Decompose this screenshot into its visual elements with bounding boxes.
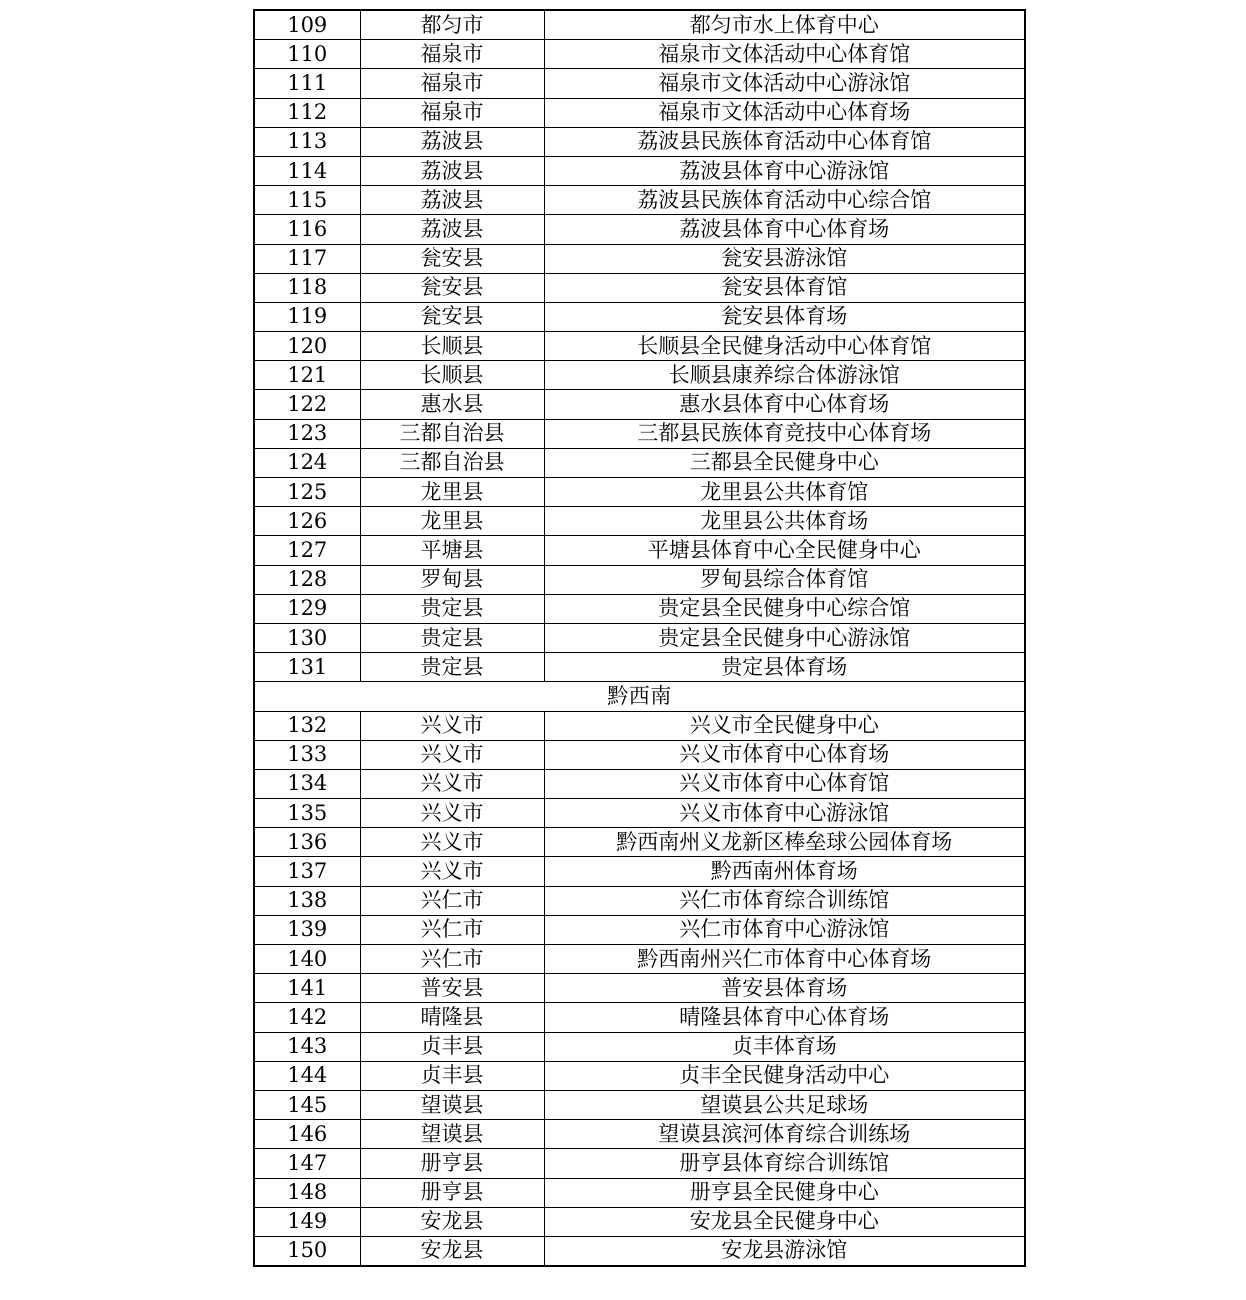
county-cell: 荔波县 — [360, 127, 544, 156]
row-number-cell: 141 — [254, 974, 360, 1003]
row-number-cell: 113 — [254, 127, 360, 156]
row-number-cell: 118 — [254, 273, 360, 302]
table-row — [254, 390, 1025, 419]
venue-name-cell: 福泉市文体活动中心体育场 — [544, 98, 1025, 127]
row-number-cell: 114 — [254, 156, 360, 185]
county-cell: 荔波县 — [360, 186, 544, 215]
row-number-cell: 133 — [254, 740, 360, 769]
row-number-cell: 138 — [254, 886, 360, 915]
table-row — [254, 1207, 1025, 1236]
county-cell: 三都自治县 — [360, 448, 544, 477]
venue-table — [253, 9, 1026, 1267]
venue-name-cell: 安龙县全民健身中心 — [544, 1207, 1025, 1236]
row-number-cell: 125 — [254, 478, 360, 507]
row-number-cell: 150 — [254, 1236, 360, 1266]
county-cell: 罗甸县 — [360, 565, 544, 594]
venue-table-body — [254, 10, 1025, 1266]
row-number-cell: 121 — [254, 361, 360, 390]
table-row — [254, 1090, 1025, 1119]
county-cell: 安龙县 — [360, 1236, 544, 1266]
venue-name-cell: 三都县全民健身中心 — [544, 448, 1025, 477]
venue-name-cell: 平塘县体育中心全民健身中心 — [544, 536, 1025, 565]
venue-name-cell: 荔波县民族体育活动中心综合馆 — [544, 186, 1025, 215]
county-cell: 普安县 — [360, 974, 544, 1003]
table-row — [254, 302, 1025, 331]
table-row — [254, 565, 1025, 594]
row-number-cell: 126 — [254, 507, 360, 536]
table-row — [254, 69, 1025, 98]
row-number-cell: 131 — [254, 653, 360, 682]
row-number-cell: 139 — [254, 915, 360, 944]
table-row — [254, 244, 1025, 273]
venue-name-cell: 兴义市体育中心体育场 — [544, 740, 1025, 769]
county-cell: 贞丰县 — [360, 1061, 544, 1090]
county-cell: 三都自治县 — [360, 419, 544, 448]
row-number-cell: 147 — [254, 1149, 360, 1178]
table-row — [254, 1032, 1025, 1061]
row-number-cell: 144 — [254, 1061, 360, 1090]
venue-name-cell: 荔波县体育中心游泳馆 — [544, 156, 1025, 185]
county-cell: 兴义市 — [360, 769, 544, 798]
county-cell: 长顺县 — [360, 361, 544, 390]
venue-name-cell: 兴仁市体育综合训练馆 — [544, 886, 1025, 915]
table-row — [254, 98, 1025, 127]
county-cell: 兴义市 — [360, 857, 544, 886]
table-row — [254, 156, 1025, 185]
table-row — [254, 886, 1025, 915]
table-row — [254, 1061, 1025, 1090]
venue-name-cell: 贵定县全民健身中心综合馆 — [544, 594, 1025, 623]
county-cell: 晴隆县 — [360, 1003, 544, 1032]
county-cell: 龙里县 — [360, 507, 544, 536]
table-row — [254, 769, 1025, 798]
row-number-cell: 112 — [254, 98, 360, 127]
county-cell: 惠水县 — [360, 390, 544, 419]
county-cell: 兴义市 — [360, 799, 544, 828]
county-cell: 兴义市 — [360, 828, 544, 857]
venue-name-cell: 贵定县体育场 — [544, 653, 1025, 682]
table-row — [254, 40, 1025, 69]
table-row — [254, 1003, 1025, 1032]
table-row — [254, 799, 1025, 828]
table-row — [254, 361, 1025, 390]
venue-name-cell: 黔西南州体育场 — [544, 857, 1025, 886]
venue-name-cell: 都匀市水上体育中心 — [544, 10, 1025, 40]
county-cell: 册亨县 — [360, 1178, 544, 1207]
table-row — [254, 10, 1025, 40]
venue-name-cell: 黔西南州兴仁市体育中心体育场 — [544, 945, 1025, 974]
county-cell: 望谟县 — [360, 1120, 544, 1149]
county-cell: 册亨县 — [360, 1149, 544, 1178]
venue-name-cell: 安龙县游泳馆 — [544, 1236, 1025, 1266]
row-number-cell: 119 — [254, 302, 360, 331]
county-cell: 贵定县 — [360, 623, 544, 652]
venue-name-cell: 福泉市文体活动中心体育馆 — [544, 40, 1025, 69]
table-row — [254, 1120, 1025, 1149]
table-row — [254, 594, 1025, 623]
row-number-cell: 136 — [254, 828, 360, 857]
row-number-cell: 135 — [254, 799, 360, 828]
row-number-cell: 134 — [254, 769, 360, 798]
table-row — [254, 186, 1025, 215]
county-cell: 兴仁市 — [360, 945, 544, 974]
venue-name-cell: 黔西南州义龙新区棒垒球公园体育场 — [544, 828, 1025, 857]
table-row — [254, 507, 1025, 536]
county-cell: 福泉市 — [360, 69, 544, 98]
row-number-cell: 123 — [254, 419, 360, 448]
venue-name-cell: 三都县民族体育竞技中心体育场 — [544, 419, 1025, 448]
venue-name-cell: 兴义市体育中心体育馆 — [544, 769, 1025, 798]
venue-name-cell: 惠水县体育中心体育场 — [544, 390, 1025, 419]
venue-name-cell: 贞丰体育场 — [544, 1032, 1025, 1061]
venue-name-cell: 册亨县全民健身中心 — [544, 1178, 1025, 1207]
venue-name-cell: 普安县体育场 — [544, 974, 1025, 1003]
row-number-cell: 129 — [254, 594, 360, 623]
county-cell: 贵定县 — [360, 594, 544, 623]
venue-name-cell: 长顺县康养综合体游泳馆 — [544, 361, 1025, 390]
table-row — [254, 127, 1025, 156]
table-row — [254, 332, 1025, 361]
table-row — [254, 536, 1025, 565]
venue-name-cell: 望谟县公共足球场 — [544, 1090, 1025, 1119]
county-cell: 长顺县 — [360, 332, 544, 361]
row-number-cell: 137 — [254, 857, 360, 886]
county-cell: 瓮安县 — [360, 244, 544, 273]
table-row — [254, 273, 1025, 302]
county-cell: 瓮安县 — [360, 273, 544, 302]
county-cell: 福泉市 — [360, 40, 544, 69]
row-number-cell: 111 — [254, 69, 360, 98]
table-row — [254, 974, 1025, 1003]
county-cell: 安龙县 — [360, 1207, 544, 1236]
row-number-cell: 145 — [254, 1090, 360, 1119]
county-cell: 兴义市 — [360, 711, 544, 740]
county-cell: 望谟县 — [360, 1090, 544, 1119]
table-row — [254, 1236, 1025, 1266]
table-row — [254, 478, 1025, 507]
venue-name-cell: 贵定县全民健身中心游泳馆 — [544, 623, 1025, 652]
venue-name-cell: 瓮安县体育场 — [544, 302, 1025, 331]
table-row — [254, 1149, 1025, 1178]
row-number-cell: 127 — [254, 536, 360, 565]
venue-name-cell: 兴义市体育中心游泳馆 — [544, 799, 1025, 828]
venue-name-cell: 长顺县全民健身活动中心体育馆 — [544, 332, 1025, 361]
venue-name-cell: 瓮安县体育馆 — [544, 273, 1025, 302]
table-row — [254, 740, 1025, 769]
county-cell: 平塘县 — [360, 536, 544, 565]
venue-name-cell: 册亨县体育综合训练馆 — [544, 1149, 1025, 1178]
county-cell: 荔波县 — [360, 156, 544, 185]
table-row — [254, 857, 1025, 886]
county-cell: 兴仁市 — [360, 915, 544, 944]
row-number-cell: 142 — [254, 1003, 360, 1032]
county-cell: 荔波县 — [360, 215, 544, 244]
county-cell: 福泉市 — [360, 98, 544, 127]
table-row — [254, 945, 1025, 974]
county-cell: 贞丰县 — [360, 1032, 544, 1061]
table-row — [254, 711, 1025, 740]
county-cell: 兴仁市 — [360, 886, 544, 915]
table-row — [254, 215, 1025, 244]
table-row — [254, 419, 1025, 448]
row-number-cell: 130 — [254, 623, 360, 652]
row-number-cell: 116 — [254, 215, 360, 244]
row-number-cell: 128 — [254, 565, 360, 594]
row-number-cell: 146 — [254, 1120, 360, 1149]
section-header-row — [254, 682, 1025, 711]
row-number-cell: 143 — [254, 1032, 360, 1061]
table-row — [254, 623, 1025, 652]
venue-name-cell: 荔波县体育中心体育场 — [544, 215, 1025, 244]
row-number-cell: 109 — [254, 10, 360, 40]
row-number-cell: 117 — [254, 244, 360, 273]
row-number-cell: 110 — [254, 40, 360, 69]
venue-name-cell: 望谟县滨河体育综合训练场 — [544, 1120, 1025, 1149]
venue-name-cell: 兴义市全民健身中心 — [544, 711, 1025, 740]
county-cell: 瓮安县 — [360, 302, 544, 331]
table-row — [254, 1178, 1025, 1207]
venue-name-cell: 罗甸县综合体育馆 — [544, 565, 1025, 594]
table-row — [254, 653, 1025, 682]
row-number-cell: 149 — [254, 1207, 360, 1236]
venue-name-cell: 荔波县民族体育活动中心体育馆 — [544, 127, 1025, 156]
table-row — [254, 828, 1025, 857]
row-number-cell: 140 — [254, 945, 360, 974]
table-row — [254, 448, 1025, 477]
row-number-cell: 122 — [254, 390, 360, 419]
venue-name-cell: 晴隆县体育中心体育场 — [544, 1003, 1025, 1032]
row-number-cell: 124 — [254, 448, 360, 477]
county-cell: 都匀市 — [360, 10, 544, 40]
row-number-cell: 120 — [254, 332, 360, 361]
row-number-cell: 148 — [254, 1178, 360, 1207]
venue-name-cell: 龙里县公共体育馆 — [544, 478, 1025, 507]
venue-name-cell: 兴仁市体育中心游泳馆 — [544, 915, 1025, 944]
venue-name-cell: 瓮安县游泳馆 — [544, 244, 1025, 273]
county-cell: 贵定县 — [360, 653, 544, 682]
table-row — [254, 915, 1025, 944]
county-cell: 兴义市 — [360, 740, 544, 769]
row-number-cell: 132 — [254, 711, 360, 740]
section-label: 黔西南 — [254, 682, 1025, 711]
venue-name-cell: 龙里县公共体育场 — [544, 507, 1025, 536]
county-cell: 龙里县 — [360, 478, 544, 507]
venue-name-cell: 贞丰全民健身活动中心 — [544, 1061, 1025, 1090]
row-number-cell: 115 — [254, 186, 360, 215]
venue-name-cell: 福泉市文体活动中心游泳馆 — [544, 69, 1025, 98]
